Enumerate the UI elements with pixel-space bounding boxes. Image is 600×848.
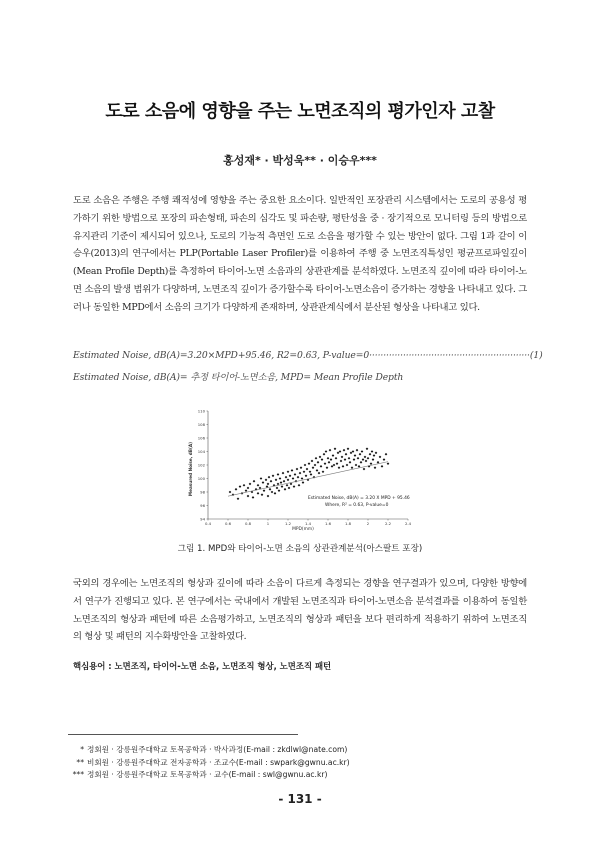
data-point <box>261 493 264 496</box>
data-point <box>235 488 238 491</box>
data-point <box>362 458 365 461</box>
data-point <box>263 489 266 492</box>
equation-line-2: Estimated Noise, dB(A)= 추정 타이어-노면소음, MPD= Mean Profile Depth <box>73 372 404 383</box>
data-point <box>360 461 363 464</box>
data-point <box>294 473 297 476</box>
data-point <box>366 448 369 451</box>
data-point <box>277 483 280 486</box>
footnote-mark: *** <box>72 770 84 779</box>
data-point <box>351 466 354 469</box>
footnote-mark: * <box>80 745 84 754</box>
footnote-divider <box>68 734 298 735</box>
data-point <box>309 470 312 473</box>
data-point <box>285 476 288 479</box>
y-tick-label: 94 <box>200 516 205 522</box>
data-point <box>341 456 344 459</box>
data-point <box>297 476 300 479</box>
data-point <box>316 469 319 472</box>
x-tick-label: 1.2 <box>284 521 292 526</box>
data-point <box>272 475 275 478</box>
data-point <box>356 449 359 452</box>
footnote-text: 비회원 · 강릉원주대학교 전자공학과 · 조교수(E-mail : swpark@gwnu.ac.kr) <box>87 757 350 767</box>
scatter-figure <box>178 405 416 533</box>
x-tick-label: 2.4 <box>404 521 412 526</box>
footnote-3 <box>62 769 350 782</box>
data-point <box>335 457 338 460</box>
data-point <box>286 484 289 487</box>
data-point <box>293 485 296 488</box>
data-point <box>349 461 352 464</box>
data-point <box>370 462 373 465</box>
x-tick-label: 2.2 <box>384 521 392 526</box>
data-point <box>277 473 280 476</box>
data-point <box>249 483 252 486</box>
data-point <box>306 468 309 471</box>
data-point <box>381 465 384 468</box>
footnotes <box>62 744 350 782</box>
y-tick-label: 96 <box>200 502 205 508</box>
data-point <box>243 484 246 487</box>
x-tick-label: 0.6 <box>224 521 232 526</box>
data-point <box>355 464 358 467</box>
data-point <box>292 477 295 480</box>
data-point <box>318 472 321 475</box>
data-point <box>372 458 375 461</box>
data-point <box>347 448 350 451</box>
regression-equation: Estimated Noise, dB(A) = 3.20 X MPD + 95.46 <box>308 496 410 501</box>
x-tick-label: 0.8 <box>244 521 252 526</box>
footnote-text: 정회원 · 강릉원주대학교 토목공학과 · 교수(E-mail : swl@gwnu.ac.kr) <box>87 770 328 779</box>
y-tick-label: 106 <box>197 435 205 441</box>
data-point <box>369 453 372 456</box>
data-point <box>276 487 279 490</box>
data-point <box>299 472 302 475</box>
data-point <box>371 450 374 453</box>
data-point <box>364 456 367 459</box>
data-point <box>302 481 305 484</box>
data-point <box>365 460 368 463</box>
data-point <box>300 466 303 469</box>
data-point <box>304 464 307 467</box>
data-point <box>287 470 290 473</box>
paper-title: 도로 소음에 영향을 주는 노면조직의 평가인자 고찰 <box>105 101 495 122</box>
data-point <box>252 496 255 499</box>
data-point <box>326 466 329 469</box>
y-tick-label: 98 <box>200 489 205 495</box>
y-tick-label: 110 <box>197 408 205 414</box>
data-point <box>327 457 330 460</box>
data-point <box>350 452 353 455</box>
data-point <box>337 452 340 455</box>
author-list: 홍성재* · 박성욱** · 이승우*** <box>223 154 377 167</box>
data-point <box>329 449 332 452</box>
x-axis-label: MPD(mm) <box>292 527 314 532</box>
y-tick-label: 100 <box>197 475 205 481</box>
data-point <box>385 453 388 456</box>
data-point <box>358 465 361 468</box>
data-point <box>352 450 355 453</box>
trend-line <box>228 462 388 497</box>
abstract-paragraph-1: 도로 소음은 주행은 주행 쾌적성에 영향을 주는 중요한 요소이다. 일반적인 포장관리 시스템에서는 도로의 공용성 평가하기 위한 방법으로 포장의 파손형태, 파손의 심각도 및 파손량, 평탄성을 중 · 장기적으로 모니터링 등의 방법으로 유지관리 기준이 제시되어 있으나, 도로의 기능적 측면인 도로 소음을 평가할 수 있는 방안이 없다. 그림 1과 같이 이승우(2013)의 연구에서는 PLP(Portable Laser Profiler)를 이용하여 주행 중 노면조직특성인 평균프로파일깊이(Mean Profile Depth)를 측정하여 타이어-노면 소음과의 상관관계를 분석하였다. 노면조직 깊이에 따라 타이어-노면 소음의 발생 범위가 다양하며, 노면조직 깊이가 증가할수록 타이어-노면소음이 증가하는 경향을 나타내고 있다. 그러나 동일한 MPD에서 소음의 크기가 다양하게 존재하며, 상관관계식에서 분산된 형상을 나타내고 있다. <box>73 195 527 313</box>
x-tick-label: 2 <box>366 521 370 526</box>
data-point <box>279 477 282 480</box>
keywords: 핵심용어 : 노면조직, 타이어-노면 소음, 노면조직 형상, 노면조직 패턴 <box>73 661 332 671</box>
data-point <box>269 488 272 491</box>
data-point <box>284 488 287 491</box>
footnote-2 <box>62 757 350 770</box>
data-point <box>239 485 242 488</box>
data-point <box>260 477 263 480</box>
data-point <box>323 453 326 456</box>
data-point <box>274 492 277 495</box>
data-point <box>320 465 323 468</box>
data-point <box>280 481 283 484</box>
x-tick-label: 1.8 <box>344 521 352 526</box>
data-point <box>336 462 339 465</box>
data-point <box>342 465 345 468</box>
y-tick-label: 104 <box>197 448 205 454</box>
data-point <box>301 477 304 480</box>
data-point <box>268 476 271 479</box>
data-point <box>361 450 364 453</box>
data-point <box>374 466 377 469</box>
data-point <box>324 462 327 465</box>
footnote-text: 정회원 · 강릉원주대학교 토목공학과 · 박사과정(E-mail : zkdlwl@nate.com) <box>87 745 348 754</box>
data-point <box>328 461 331 464</box>
y-tick-label: 102 <box>197 462 205 468</box>
data-point <box>271 491 274 494</box>
data-point <box>325 450 328 453</box>
data-point <box>367 457 370 460</box>
data-point <box>339 450 342 453</box>
data-point <box>291 469 294 472</box>
data-point <box>373 454 376 457</box>
data-point <box>312 466 315 469</box>
data-point <box>275 479 278 482</box>
scatter-chart <box>178 405 416 533</box>
figure-caption: 그림 1. MPD와 타이어-노면 소음의 상관관계분석(아스팔트 포장) <box>177 544 423 554</box>
data-point <box>310 473 313 476</box>
abstract-paragraph-2: 국외의 경우에는 노면조직의 형상과 깊이에 따라 소음이 다르게 측정되는 경향을 연구결과가 있으며, 다양한 방향에서 연구가 진행되고 있다. 본 연구에서는 국내에서 개발된 노면조직과 타이어-노면소음 분석결과를 이용하여 동일한 노면조직의 형상과 패턴에 따른 소음평가하고, 노면조직의 형상과 패턴을 보다 편리하게 적용하기 위하여 노면조직의 형상 및 패턴의 지수화방안을 고찰하였다. <box>73 578 527 643</box>
data-point <box>330 458 333 461</box>
data-point <box>346 464 349 467</box>
data-point <box>253 480 256 483</box>
data-point <box>298 484 301 487</box>
data-point <box>262 481 265 484</box>
data-point <box>332 454 335 457</box>
data-point <box>296 468 299 471</box>
data-point <box>354 454 357 457</box>
data-point <box>340 460 343 463</box>
data-point <box>387 462 390 465</box>
data-point <box>321 458 324 461</box>
y-tick-label: 108 <box>197 421 205 427</box>
data-point <box>348 457 351 460</box>
data-point <box>379 456 382 459</box>
data-point <box>322 470 325 473</box>
data-point <box>319 456 322 459</box>
data-point <box>334 448 337 451</box>
data-point <box>283 480 286 483</box>
data-point <box>353 458 356 461</box>
x-tick-label: 0.4 <box>204 521 212 526</box>
data-point <box>282 472 285 475</box>
x-tick-label: 1.6 <box>324 521 332 526</box>
data-point <box>237 497 240 500</box>
data-point <box>247 487 250 490</box>
data-point <box>357 457 360 460</box>
data-point <box>331 465 334 468</box>
data-point <box>314 464 317 467</box>
data-point <box>257 492 260 495</box>
data-point <box>311 460 314 463</box>
data-point <box>281 485 284 488</box>
data-point <box>305 475 308 478</box>
data-point <box>338 466 341 469</box>
page-number: - 131 - <box>278 792 322 806</box>
data-point <box>247 495 250 498</box>
data-point <box>265 479 268 482</box>
footnote-1 <box>62 744 350 757</box>
y-axis-label: Measured Noise, dB(A) <box>188 441 193 497</box>
data-point <box>289 475 292 478</box>
data-point <box>317 461 320 464</box>
data-point <box>267 483 270 486</box>
x-tick-label: 1.4 <box>304 521 312 526</box>
data-point <box>345 453 348 456</box>
regression-stats: Where, R² = 0.63, P-value=0 <box>325 503 389 508</box>
data-point <box>315 457 318 460</box>
data-point <box>267 495 270 498</box>
data-point <box>278 489 281 492</box>
data-point <box>377 461 380 464</box>
data-point <box>303 470 306 473</box>
data-point <box>333 464 336 467</box>
footnote-mark: ** <box>76 757 84 767</box>
data-point <box>344 458 347 461</box>
data-point <box>245 489 248 492</box>
data-point <box>375 452 378 455</box>
data-point <box>343 449 346 452</box>
data-point <box>383 458 386 461</box>
data-point <box>287 479 290 482</box>
data-point <box>257 484 260 487</box>
data-point <box>363 468 366 471</box>
data-point <box>229 491 232 494</box>
equation-line-1: Estimated Noise, dB(A)=3.20×MPD+95.46, R2=0.63, P-value=0·························································(1) <box>73 350 543 361</box>
data-point <box>270 480 273 483</box>
data-point <box>308 462 311 465</box>
data-point <box>359 453 362 456</box>
x-tick-label: 1 <box>266 521 270 526</box>
data-point <box>288 487 291 490</box>
